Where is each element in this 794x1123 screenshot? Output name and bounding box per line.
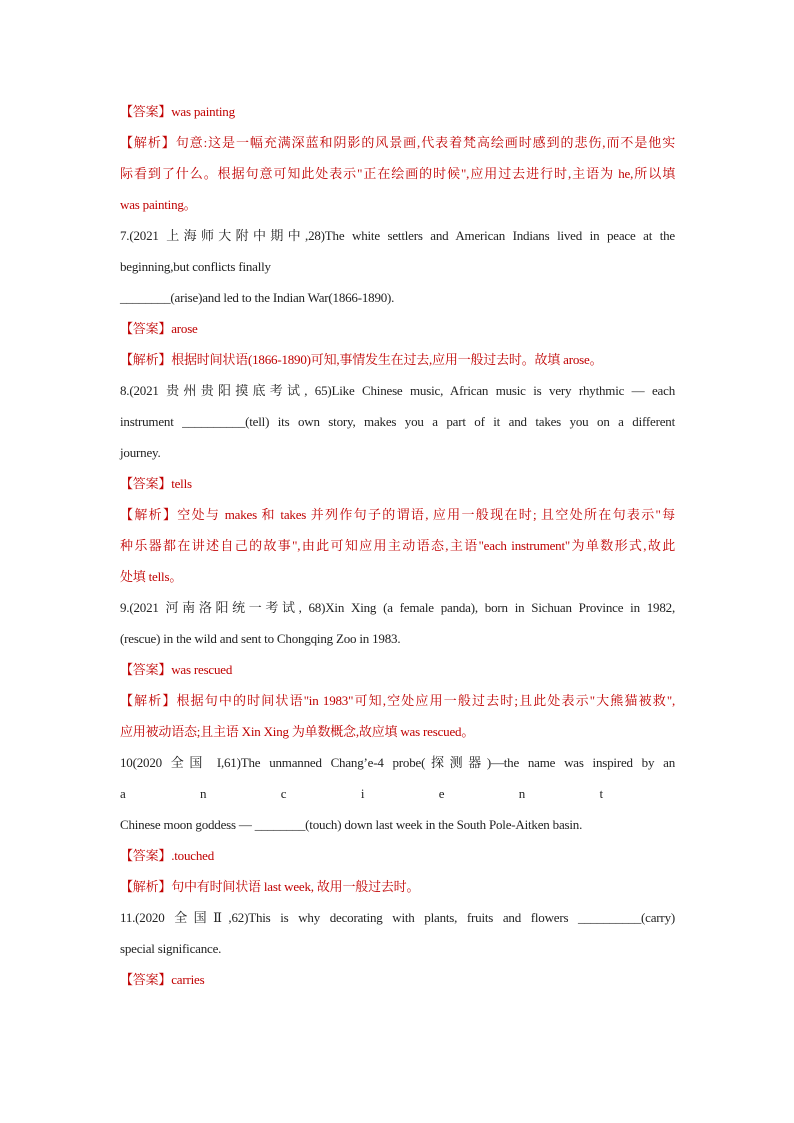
question-line: ________(arise)and led to the Indian War(1866-1890). bbox=[120, 290, 395, 305]
spaced-letter: n bbox=[518, 786, 526, 801]
analysis-line: 应用被动语态;且主语 Xin Xing 为单数概念,故应填 was rescued。 bbox=[120, 724, 475, 739]
analysis-line: 处填 tells。 bbox=[120, 569, 183, 584]
answer-line: 【答案】tells bbox=[120, 476, 192, 491]
analysis-line: 【解析】句意:这是一幅充满深蓝和阴影的风景画,代表着梵高绘画时感到的悲伤,而不是他实 bbox=[120, 135, 675, 150]
spaced-letter: t bbox=[599, 786, 603, 801]
question-line: (rescue) in the wild and sent to Chongqing Zoo in 1983. bbox=[120, 631, 401, 646]
question-line: instrument __________(tell) its own story, makes you a part of it and takes you on a different bbox=[120, 414, 675, 429]
spaced-letters-line bbox=[120, 778, 675, 809]
answer-line: 【答案】carries bbox=[120, 972, 205, 987]
spaced-letter: e bbox=[438, 786, 445, 801]
analysis-line: was painting。 bbox=[120, 197, 197, 212]
question-line: beginning,but conflicts finally bbox=[120, 259, 271, 274]
question-line: 11.(2020 全国Ⅱ,62)This is why decorating with plants, fruits and flowers __________(carry) bbox=[120, 910, 675, 925]
analysis-line: 【解析】句中有时间状语 last week, 故用一般过去时。 bbox=[120, 879, 420, 894]
analysis-line: 【解析】根据句中的时间状语"in 1983"可知,空处应用一般过去时;且此处表示"大熊猫被救", bbox=[120, 693, 675, 708]
question-line: special significance. bbox=[120, 941, 222, 956]
analysis-line: 种乐器都在讲述自己的故事",由此可知应用主动语态,主语"each instrument"为单数形式,故此 bbox=[120, 538, 675, 553]
analysis-line: 【解析】根据时间状语(1866-1890)可知,事情发生在过去,应用一般过去时。故填 arose。 bbox=[120, 352, 603, 367]
analysis-line: 际看到了什么。根据句意可知此处表示"正在绘画的时候",应用过去进行时,主语为 he,所以填 bbox=[120, 166, 675, 181]
answer-line: 【答案】was painting bbox=[120, 104, 235, 119]
document-page bbox=[120, 96, 675, 995]
question-line: 9.(2021 河南洛阳统一考试, 68)Xin Xing (a female panda), born in Sichuan Province in 1982, bbox=[120, 600, 675, 615]
question-line: 10(2020 全国 I,61)The unmanned Chang’e-4 probe(探测器)—the name was inspired by an bbox=[120, 755, 675, 770]
question-line: 8.(2021 贵州贵阳摸底考试, 65)Like Chinese music, African music is very rhythmic — each bbox=[120, 383, 675, 398]
analysis-line: 【解析】空处与 makes 和 takes 并列作句子的谓语, 应用一般现在时; 且空处所在句表示"每 bbox=[120, 507, 675, 522]
spaced-letter: i bbox=[360, 786, 365, 801]
answer-line: 【答案】was rescued bbox=[120, 662, 233, 677]
spaced-letter: a bbox=[120, 786, 126, 801]
spaced-letter: c bbox=[280, 786, 287, 801]
document-content bbox=[120, 96, 675, 995]
question-line: 7.(2021 上海师大附中期中,28)The white settlers and American Indians lived in peace at the bbox=[120, 228, 675, 243]
question-line: Chinese moon goddess — ________(touch) down last week in the South Pole-Aitken basin. bbox=[120, 817, 583, 832]
question-line: journey. bbox=[120, 445, 161, 460]
spaced-letter: n bbox=[200, 786, 207, 801]
answer-line: 【答案】.touched bbox=[120, 848, 215, 863]
answer-line: 【答案】arose bbox=[120, 321, 198, 336]
